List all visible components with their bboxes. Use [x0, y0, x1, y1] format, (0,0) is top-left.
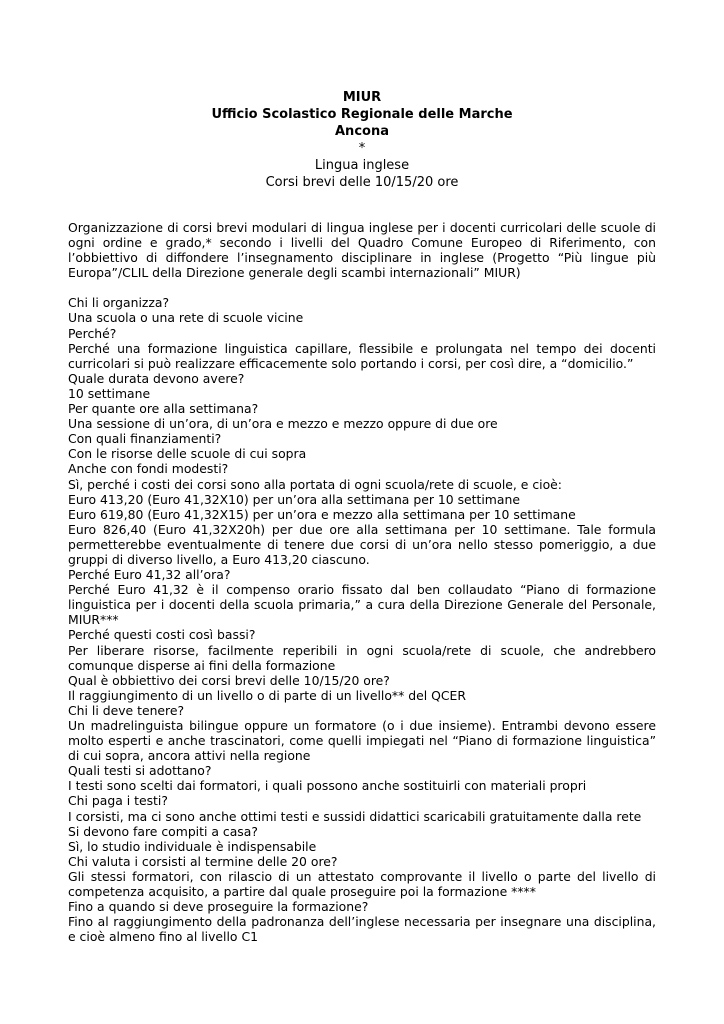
document-header [0, 89, 724, 191]
qa-line: Si devono fare compiti a casa? [68, 823, 258, 839]
qa-line: Perché Euro 41,32 all’ora? [68, 567, 231, 583]
qa-line: Chi li organizza? [68, 295, 170, 311]
qa-line: Perché questi costi così bassi? [68, 627, 256, 643]
header-miur: MIUR [342, 90, 382, 105]
intro-paragraph: Organizzazione di corsi brevi modulari di lingua inglese per i docenti curricolari delle scuole di ogni ordine e grado,* secondo i livelli del Quadro Comune Europeo di Riferimento, con l’obbiettivo di diffondere l’insegnamento disciplinare in inglese (Progetto “Più lingue più Europa”/CLIL della Direzione generale degli scambi internazionali” MIUR) [68, 220, 656, 281]
qa-line: Sì, perché i costi dei corsi sono alla portata di ogni scuola/rete di scuole, e cioè: [68, 476, 562, 492]
qa-line: I corsisti, ma ci sono anche ottimi testi e sussidi didattici scaricabili gratuitamente dalla rete [68, 808, 642, 824]
qa-line: Quali testi si adottano? [68, 763, 212, 779]
qa-line: Quale durata devono avere? [68, 370, 245, 386]
qa-line: Gli stessi formatori, con rilascio di un attestato comprovante il livello o parte del livello di competenza acquisito, a partire dal quale proseguire poi la formazione **** [68, 868, 656, 900]
qa-line: I testi sono scelti dai formatori, i quali possono anche sostituirli con materiali propri [68, 778, 587, 794]
qa-line: Per liberare risorse, facilmente reperibili in ogni scuola/rete di scuole, che andrebbero comunque disperse ai fini della formazione [68, 642, 656, 673]
header-asterisk: * [358, 141, 366, 156]
qa-line: Euro 413,20 (Euro 41,32X10) per un’ora alla settimana per 10 settimane [68, 491, 520, 507]
qa-line: Con quali finanziamenti? [68, 431, 222, 447]
header-office: Ufficio Scolastico Regionale delle Marche [211, 107, 513, 122]
qa-line: Qual è obbiettivo dei corsi brevi delle 10/15/20 ore? [68, 672, 390, 688]
qa-line: Una sessione di un’ora, di un’ora e mezzo e mezzo oppure di due ore [68, 416, 498, 432]
paragraph-gap [68, 280, 656, 295]
header-courses: Corsi brevi delle 10/15/20 ore [265, 175, 459, 190]
qa-line: 10 settimane [68, 385, 151, 401]
header-subject: Lingua inglese [314, 158, 410, 173]
qa-line: Anche con fondi modesti? [68, 461, 229, 477]
qa-line: Perché una formazione linguistica capillare, flessibile e prolungata nel tempo dei docenti curricolari si può realizzare efficacemente solo portando i corsi, per così dire, a “domicilio.” [68, 340, 656, 371]
qa-line: Fino al raggiungimento della padronanza dell’inglese necessaria per insegnare una disciplina, e cioè almeno fino al livello C1 [68, 914, 656, 945]
qa-line: Perché? [68, 325, 117, 341]
qa-line: Euro 826,40 (Euro 41,32X20h) per due ore alla settimana per 10 settimane. Tale formula permetterebbe eventualmente di tenere due corsi di un’ora nello stesso pomeriggio, a due gruppi di diverso livello, a Euro 413,20 ciascuno. [68, 521, 656, 567]
qa-line: Con le risorse delle scuole di cui sopra [68, 446, 307, 462]
qa-line: Chi paga i testi? [68, 793, 168, 809]
qa-line: Un madrelinguista bilingue oppure un formatore (o i due insieme). Entrambi devono essere molto esperti e anche trascinatori, come quelli impiegati nel “Piano di formazione linguistica” di cui sopra, ancora attivi nella regione [68, 718, 656, 764]
qa-line: Per quante ore alla settimana? [68, 401, 259, 417]
header-city: Ancona [335, 124, 389, 139]
qa-line: Euro 619,80 (Euro 41,32X15) per un’ora e mezzo alla settimana per 10 settimane [68, 506, 576, 522]
qa-line: Chi valuta i corsisti al termine delle 20 ore? [68, 853, 338, 869]
document-body [68, 220, 656, 944]
qa-line: Fino a quando si deve proseguire la formazione? [68, 899, 369, 915]
qa-line: Il raggiungimento di un livello o di parte di un livello** del QCER [68, 687, 466, 703]
qa-line: Chi li deve tenere? [68, 702, 185, 718]
qa-line: Una scuola o una rete di scuole vicine [68, 310, 304, 326]
qa-line: Perché Euro 41,32 è il compenso orario fissato dal ben collaudato “Piano di formazione linguistica per i docenti della scuola primaria,” a cura della Direzione Generale del Personale, MIUR*** [68, 582, 656, 628]
qa-line: Sì, lo studio individuale è indispensabile [68, 838, 317, 854]
